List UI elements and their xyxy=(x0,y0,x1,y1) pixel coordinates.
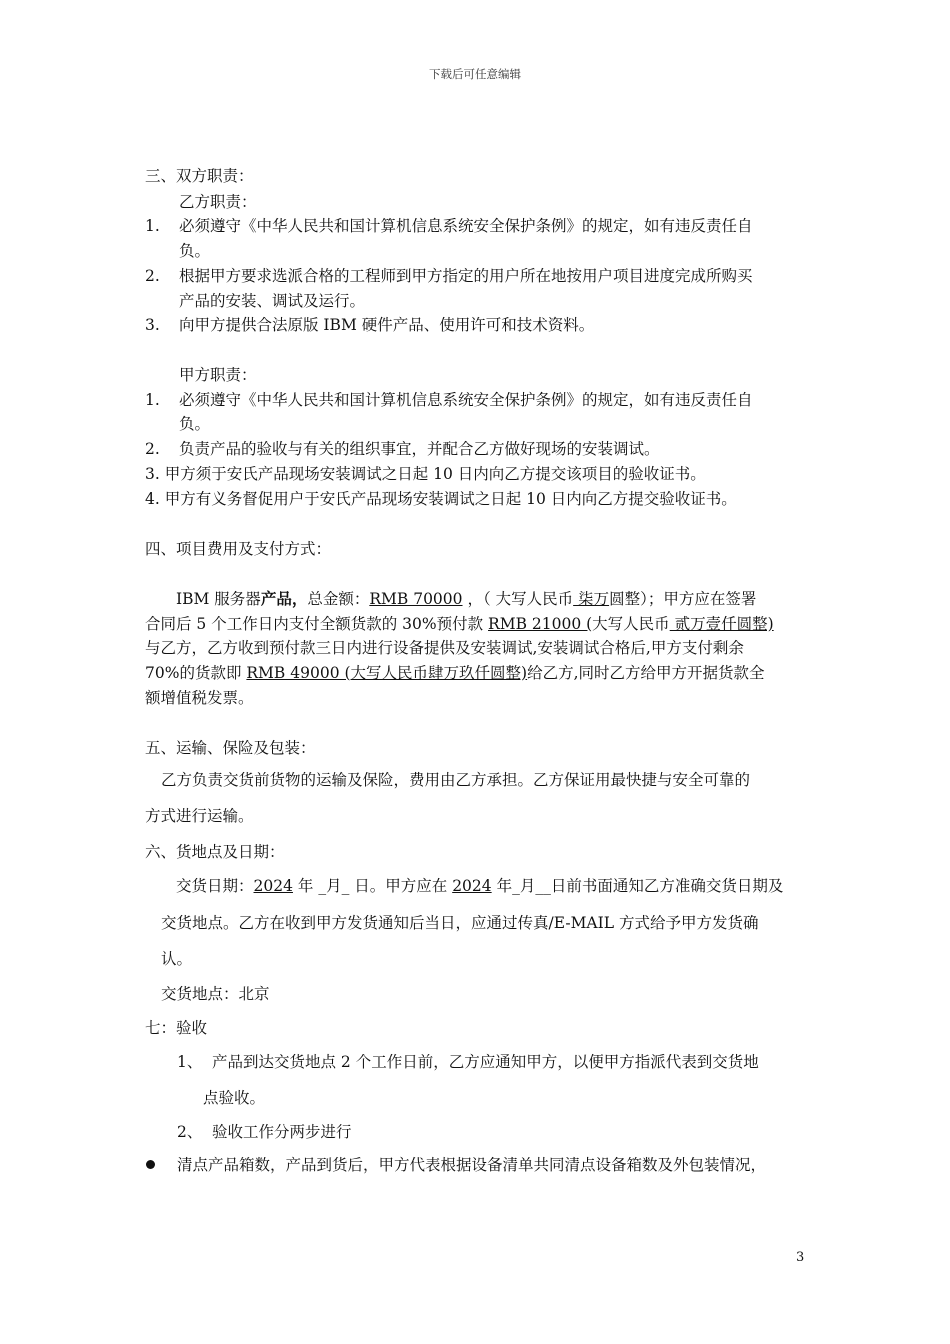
fee-line-4-tail: 给乙方,同时乙方给甲方开据货款全 xyxy=(527,664,765,682)
fee-total-capital-prefix: ，（ 大写人民币 xyxy=(462,590,574,608)
section-3-title: 三、双方职责： xyxy=(145,167,254,185)
acceptance-bullet-1: 清点产品箱数，产品到货后，甲方代表根据设备清单共同清点设备箱数及外包装情况， xyxy=(177,1156,767,1174)
yi-item-2-line-1: 根据甲方要求选派合格的工程师到甲方指定的用户所在地按用户项目进度完成所购买 xyxy=(179,267,753,285)
yi-duties-title: 乙方职责： xyxy=(179,193,257,211)
delivery-date-label: 交货日期： xyxy=(176,877,254,895)
yi-item-3-line-1: 向甲方提供合法原版 IBM 硬件产品、使用许可和技术资料。 xyxy=(179,316,595,334)
fee-prepay-capital: 贰万壹仟圆整) xyxy=(669,615,774,633)
yi-item-1-line-1: 必须遵守《中华人民共和国计算机信息系统安全保护条例》的规定，如有违反责任自 xyxy=(179,217,753,235)
fee-paragraph-line-5: 额增值税发票。 xyxy=(145,689,254,707)
fee-prepay-amount: RMB 21000 ( xyxy=(488,615,593,633)
fee-remaining-capital: 大写人民币肆万玖仟圆整) xyxy=(350,664,528,682)
fee-prepay-capital-prefix: 大写人民币 xyxy=(592,615,670,633)
jia-item-3: 3. 甲方须于安氏产品现场安装调试之日起 10 日内向乙方提交该项目的验收证书。 xyxy=(145,465,706,483)
jia-item-1-line-2: 负。 xyxy=(179,415,211,433)
yi-item-1-number: 1. xyxy=(145,217,160,235)
delivery-date-tail: 年_月__日前书面通知乙方准确交货日期及 xyxy=(491,877,784,895)
acceptance-item-2-number: 2、 xyxy=(177,1123,203,1141)
fee-prepay-text: 合同后 5 个工作日内支付全额货款的 30%预付款 xyxy=(145,615,489,633)
yi-item-3-number: 3. xyxy=(145,316,160,334)
jia-duties-title: 甲方职责： xyxy=(179,366,257,384)
page-number: 3 xyxy=(796,1250,805,1265)
jia-item-2-number: 2. xyxy=(145,440,160,458)
jia-item-1-line-1: 必须遵守《中华人民共和国计算机信息系统安全保护条例》的规定，如有违反责任自 xyxy=(179,391,753,409)
fee-total-amount: RMB 70000 xyxy=(369,590,463,608)
fee-remaining-text: 70%的货款即 xyxy=(145,664,247,682)
section-5-title: 五、运输、保险及包装： xyxy=(145,739,316,757)
delivery-date-middle: 年 _月_ 日。甲方应在 xyxy=(292,877,453,895)
delivery-year: 2024 xyxy=(253,877,293,895)
delivery-line-3: 认。 xyxy=(161,950,193,968)
delivery-date-line xyxy=(176,876,783,896)
fee-paragraph-line-3: 与乙方，乙方收到预付款三日内进行设备提供及安装调试,安装调试合格后,甲方支付剩余 xyxy=(145,639,744,657)
fee-paragraph-line-4 xyxy=(145,663,765,683)
fee-line-1-tail: 圆整）；甲方应在签署 xyxy=(609,590,757,608)
section-4-title: 四、项目费用及支付方式： xyxy=(145,540,332,558)
acceptance-item-2-text: 验收工作分两步进行 xyxy=(212,1123,352,1141)
yi-item-2-number: 2. xyxy=(145,267,160,285)
section-7-title: 七：验收 xyxy=(145,1019,208,1037)
acceptance-item-1-line-1: 产品到达交货地点 2 个工作日前，乙方应通知甲方，以便甲方指派代表到交货地 xyxy=(212,1053,759,1071)
transport-line-1: 乙方负责交货前货物的运输及保险，费用由乙方承担。乙方保证用最快捷与安全可靠的 xyxy=(161,771,751,789)
fee-remaining-amount: RMB 49000 ( xyxy=(246,664,351,682)
fee-paragraph-line-2 xyxy=(145,614,774,634)
fee-paragraph-line-1 xyxy=(176,589,756,609)
yi-item-2-line-2: 产品的安装、调试及运行。 xyxy=(179,292,366,310)
bullet-dot xyxy=(146,1160,155,1169)
notice-year: 2024 xyxy=(452,877,492,895)
section-6-title: 六、货地点及日期： xyxy=(145,843,285,861)
jia-item-1-number: 1. xyxy=(145,391,160,409)
jia-item-2-line-1: 负责产品的验收与有关的组织事宜，并配合乙方做好现场的安装调试。 xyxy=(179,440,660,458)
acceptance-item-1-number: 1、 xyxy=(177,1053,203,1071)
fee-product-name: IBM 服务器 xyxy=(176,590,261,608)
transport-line-2: 方式进行运输。 xyxy=(145,807,254,825)
fee-total-capital: 柒万 xyxy=(573,590,610,608)
page-header-note: 下载后可任意编辑 xyxy=(429,67,521,81)
yi-item-1-line-2: 负。 xyxy=(179,242,211,260)
delivery-line-2: 交货地点。乙方在收到甲方发货通知后当日，应通过传真/E-MAIL 方式给予甲方发货确 xyxy=(161,914,759,932)
acceptance-item-1-line-2: 点验收。 xyxy=(203,1089,266,1107)
fee-total-label: 总金额： xyxy=(307,590,370,608)
jia-item-4: 4. 甲方有义务督促用户于安氏产品现场安装调试之日起 10 日内向乙方提交验收证书。 xyxy=(145,490,737,508)
delivery-place: 交货地点：北京 xyxy=(161,985,270,1003)
fee-product-word: 产品， xyxy=(260,589,308,608)
